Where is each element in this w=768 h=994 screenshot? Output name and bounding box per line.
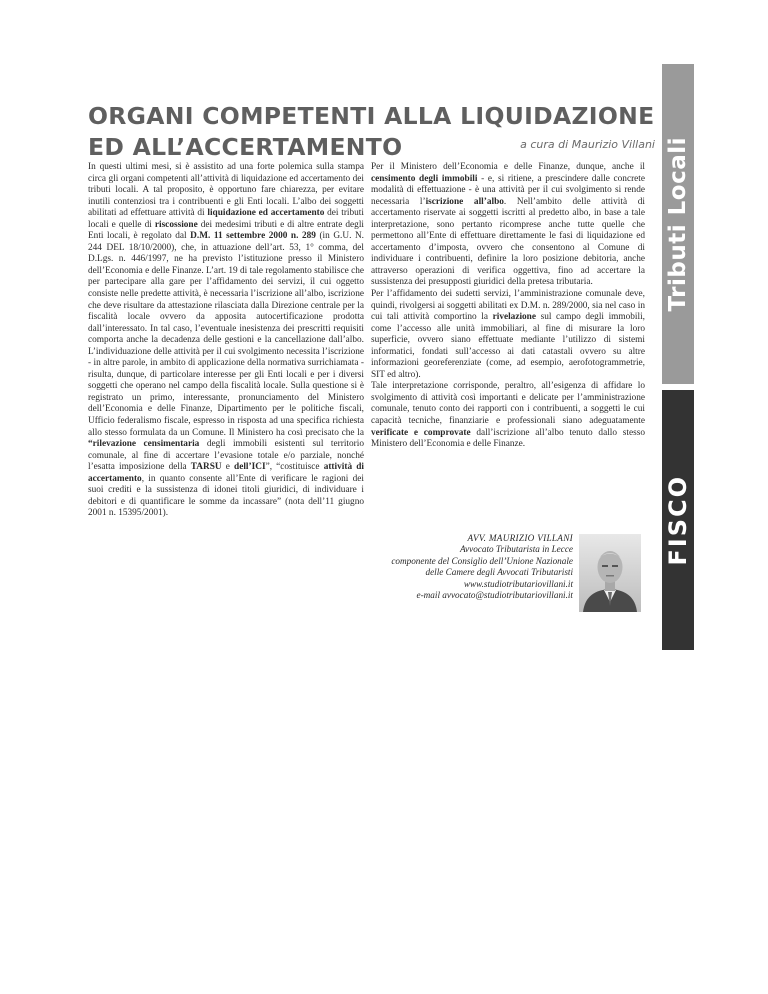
bold-text: attività di accertamento bbox=[88, 462, 364, 484]
bold-text: TARSU bbox=[190, 462, 222, 473]
text: e bbox=[221, 462, 235, 473]
bold-text: D.M. 11 settembre 2000 n. 289 bbox=[190, 231, 316, 242]
article-column-left bbox=[88, 162, 364, 520]
bold-text: dell’ICI bbox=[234, 462, 266, 473]
text: Tale interpretazione corrisponde, peraltro, all’esigenza di affidare lo svolgimento di attività così importanti e delicate per l’amministrazione comunale, tenuto conto dei rapporti con i contribuenti, a soggetti le cui capacità tecniche, finanziarie e professionali siano adeguatamente bbox=[371, 381, 645, 427]
title-line-2: ED ALL’ACCERTAMENTO bbox=[88, 133, 403, 161]
text: , in quanto consente all’Ente di verificare le ragioni dei suoi crediti e la sussistenza di idonei titoli giuridici, di individuare i debitori e di quantificare le somme da incassare” (nota dell’11 giugno 2001 n. 15395/2001). bbox=[88, 473, 364, 519]
author-affiliation-1: componente del Consiglio dell’Unione Nazionale bbox=[391, 555, 573, 566]
section-label: Tributi Locali bbox=[665, 136, 691, 312]
text: . Nell’ambito delle attività di accertamento riservate ai soggetti iscritti al predetto albo, in base a tale interpretazione, sono pertanto ricomprese anche tutte quelle che permettono all’Ente di effettuare direttamente le fasi di liquidazione ed accertamento d’imposta, ovvero che consentono al Comune di individuare i contribuenti, definire la loro posizione debitoria, anche attraverso operazioni di verifica oggettiva, fino ad accertare la sussistenza dei presupposti giuridici della pretesa tributaria. bbox=[371, 196, 645, 288]
bold-text: rivelazione bbox=[492, 312, 536, 323]
paragraph bbox=[88, 162, 364, 520]
text: dall’iscrizione all’albo tenuto dallo stesso Ministero dell’Economia e delle Finanze. bbox=[371, 427, 645, 450]
author-affiliation-2: delle Camere degli Avvocati Tributaristi bbox=[425, 567, 573, 578]
category-label: FISCO bbox=[664, 474, 692, 566]
text: (in G.U. N. 244 DEL 18/10/2000), che, in attuazione dell’art. 53, 1° comma, del D.Lgs. n. 446/1997, ne ha previsto l’istituzione presso il Ministero dell’Economia e delle Finanze. L’art. 19 di tale regolamento stabilisce che per partecipare alla gare per l’affidamento dei servizi, il cui oggetto consiste nelle predette attività, è necessaria l’iscrizione all’albo, iscrizione che deve risultare da attestazione rilasciata dalla Direzione centrale per la fiscalità locale ovvero da apposita autocertificazione prodotta dall’interessato. In tal caso, l’eventuale inesistenza dei prescritti requisiti comporta anche la decadenza delle gestioni e la cancellazione dall’albo. L’individuazione delle attività per il cui svolgimento necessita l’iscrizione - in altre parole, in ambito di applicazione della normativa surrichiamata - risulta, dunque, di particolare interesse per gli Enti locali e per i diversi soggetti che operano nel campo della fiscalità locale. Sulla questione si è registrato un primo, interessante, pronunciamento del Ministero dell’Economia e delle Finanze, Dipartimento per le politiche fiscali, Ufficio federalismo fiscale, espresso in risposta ad una specifica richiesta allo stesso formulata da un Comune. Il Ministero ha così precisato che la bbox=[88, 231, 364, 438]
author-website: www.studiotributariovillani.it bbox=[463, 578, 573, 589]
text: degli immobili esistenti sul territorio comunale, al fine di accertare l’evasione totale e/o parziale, nonché l’esatta imposizione della bbox=[88, 439, 364, 473]
category-tab-fisco bbox=[662, 390, 694, 650]
bold-text: liquidazione ed accertamento bbox=[207, 208, 325, 219]
bold-text: verificate e comprovate bbox=[371, 427, 471, 438]
text: Per l’affidamento dei sudetti servizi, l’amministrazione comunale deve, quindi, rivolgersi ai soggetti abilitati ex D.M. n. 289/2000, sia nel caso in cui tali attività comportino la bbox=[371, 289, 645, 323]
text: - e, si ritiene, a prescindere dalle concrete modalità di effettuazione - è una attività per il cui svolgimento si rende necessaria l’ bbox=[371, 173, 645, 207]
text: In questi ultimi mesi, si è assistito ad una forte polemica sulla stampa circa gli organi competenti all’attività di liquidazione ed accertamento dei tributi locali. A tal proposito, è opportuno fare chiarezza, per evitare inutili contenziosi tra i contribuenti e gli Enti locali. L’albo dei soggetti abilitati ad effettuare attività di bbox=[88, 162, 364, 219]
bold-text: iscrizione all’albo bbox=[425, 196, 504, 207]
paragraph bbox=[371, 162, 645, 289]
article-byline: a cura di Maurizio Villani bbox=[520, 138, 655, 151]
paragraph bbox=[371, 381, 645, 450]
title-line-1: ORGANI COMPETENTI ALLA LIQUIDAZIONE bbox=[88, 102, 655, 130]
article-column-right bbox=[371, 162, 645, 451]
text: ”, “costituisce bbox=[265, 462, 324, 473]
text: dei tributi locali e quelle di bbox=[88, 208, 364, 230]
bold-text: censimento degli immobili bbox=[371, 173, 478, 184]
text: sul campo degli immobili, come l’accesso alle unità immobiliari, al fine di misurare la loro superficie, ovvero siano effettuate mediante l’utilizzo di sistemi informatici, fondati sull’accesso ai dati catastali ovvero su altre informazioni georeferenziate (come, ad esempio, aerofotogrammetrie, SIT ed altro). bbox=[371, 312, 646, 380]
section-sidebar bbox=[662, 64, 694, 650]
text: Per il Ministero dell’Economia e delle Finanze, dunque, anche il bbox=[371, 162, 645, 172]
bold-text: riscossione bbox=[154, 219, 198, 230]
text: dei medesimi tributi e di altre entrate degli Enti locali, è regolato dal bbox=[88, 219, 364, 242]
author-email: e-mail avvocato@studiotributariovillani.it bbox=[416, 590, 573, 601]
author-signature bbox=[371, 533, 573, 601]
paragraph bbox=[371, 289, 645, 381]
section-tab-tributi-locali bbox=[662, 64, 694, 384]
article-title bbox=[88, 101, 658, 163]
bold-text: “rilevazione censimentaria bbox=[88, 439, 200, 450]
author-name: AVV. MAURIZIO VILLANI bbox=[467, 533, 573, 543]
author-photo bbox=[579, 534, 641, 612]
author-role: Avvocato Tributarista in Lecce bbox=[459, 544, 573, 555]
